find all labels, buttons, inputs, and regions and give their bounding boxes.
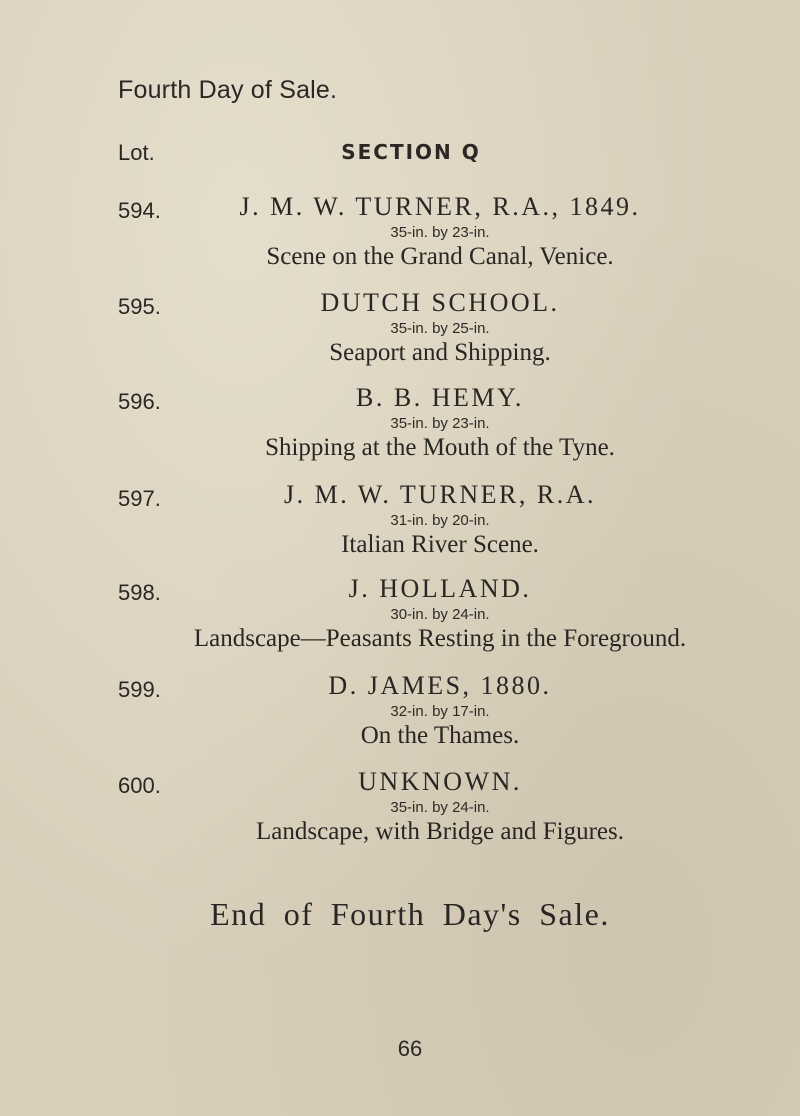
lot-entry xyxy=(180,288,700,368)
dimensions: 35-in. by 23-in. xyxy=(390,224,490,241)
lot-entry xyxy=(180,192,700,272)
page-header: Fourth Day of Sale. xyxy=(118,76,338,104)
painting-title: Shipping at the Mouth of the Tyne. xyxy=(265,434,615,461)
lot-entry xyxy=(180,767,700,847)
dimensions: 31-in. by 20-in. xyxy=(390,512,490,529)
artist-name: DUTCH SCHOOL. xyxy=(320,288,560,317)
artist-name: D. JAMES, 1880. xyxy=(328,671,552,700)
painting-title: Landscape—Peasants Resting in the Foreground. xyxy=(193,625,687,652)
artist-name: UNKNOWN. xyxy=(358,767,522,796)
lot-entry xyxy=(180,383,700,463)
dimensions: 30-in. by 24-in. xyxy=(390,606,490,623)
painting-title: On the Thames. xyxy=(360,722,520,749)
section-title: SECTION Q xyxy=(341,140,481,164)
lot-number: 594. xyxy=(118,198,161,223)
dimensions: 35-in. by 24-in. xyxy=(390,799,490,816)
lot-number: 595. xyxy=(118,294,161,319)
painting-title: Italian River Scene. xyxy=(341,531,539,558)
painting-title: Seaport and Shipping. xyxy=(329,339,551,366)
painting-title: Scene on the Grand Canal, Venice. xyxy=(266,243,614,270)
lot-number: 599. xyxy=(118,677,161,702)
lot-number: 598. xyxy=(118,580,161,605)
lot-entry xyxy=(180,480,700,560)
artist-name: B. B. HEMY. xyxy=(356,383,524,412)
lot-column-heading: Lot. xyxy=(118,140,155,165)
lot-entry xyxy=(180,671,700,751)
painting-title: Landscape, with Bridge and Figures. xyxy=(256,818,624,845)
lot-entry xyxy=(180,574,700,654)
dimensions: 35-in. by 23-in. xyxy=(390,415,490,432)
artist-name: J. M. W. TURNER, R.A. xyxy=(283,480,597,509)
lot-number: 597. xyxy=(118,486,161,511)
lot-number: 600. xyxy=(118,773,161,798)
dimensions: 35-in. by 25-in. xyxy=(390,320,490,337)
artist-name: J. M. W. TURNER, R.A., 1849. xyxy=(239,192,641,221)
end-of-sale-text: End of Fourth Day's Sale. xyxy=(210,896,610,932)
dimensions: 32-in. by 17-in. xyxy=(390,703,490,720)
artist-name: J. HOLLAND. xyxy=(348,574,532,603)
page-number: 66 xyxy=(397,1036,423,1061)
lot-number: 596. xyxy=(118,389,161,414)
